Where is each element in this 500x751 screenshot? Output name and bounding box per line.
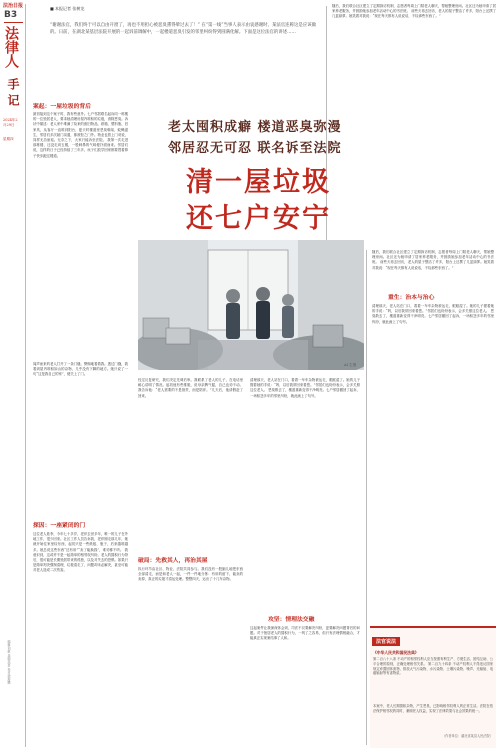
intro-paragraph: “谢谢法官，我们终于可以自由开窗了，再也不用担心被恶臭熏得晕过去了！” 在“第一线”当事人表示由衷感谢时，某法官连称这是应该做的。日前，在湖北某基层法院开展的一起诉前调解中，一起楼道恶臭引发的邻里纠纷得到圆满化解。下面是这位法官的讲述…… <box>50 23 316 35</box>
section-heading-tackle: 攻坚：情理法交融 <box>268 617 315 623</box>
editor-credit: 编辑/刘敏 美编/高岩 校对/郭海鹏 <box>7 640 11 684</box>
masthead-divider <box>25 4 26 747</box>
headline-kicker-2: 邻居忍无可忍 联名诉至法院 <box>168 141 342 156</box>
column-4-text-b: 清理那天，老人站在门口，看着一车车杂物被运走，眼眶湿了。她的儿子握着她的手说：“妈，以后我常回来看您。”邻居们也纷纷表示，会多关照这位老人。 恶臭散去了，楼道重新变得干净明亮。七户邻居撤回了起诉，一场积怨多年的邻里纠纷，就此画上了句号。 <box>372 304 494 324</box>
page-number: B3 <box>4 10 18 20</box>
column-1-text-a: 最初接到这个案子时，我有些意外。七户邻居联名起诉同一栋楼的一位独居老人，要求她清理房屋内堆积的垃圾，消除恶臭。诉状中描述：老人家中堆满了捡来的废旧物品，纸箱、塑料瓶、旧家具，从客厅一直堆到阳台，夏天时楼道里恶臭难闻，蚊蝇滋生，邻居们多次敲门沟通，都被拒之门外。物业也曾上门劝说，同样无功而返。无奈之下，大家只能诉至法院。 我第一次走进那栋楼，还没走到五楼，一股刺鼻的气味便扑面而来。邻居们说，这样的日子已经持续了三年多，孩子们放学回家都要捏着鼻子快步跑过楼道。 <box>33 112 128 158</box>
section-heading-rebirth: 重生：治本与治心 <box>388 295 435 301</box>
photo-credit: AI 生图 <box>344 363 357 367</box>
column-1-text-c: 这位老人姓李，今年七十多岁，老伴去世多年，唯一的儿子在外地工作，很少回来。社区工作人员告诉我，老伴刚走那几年，她就开始往家里捡东西，起初只是一些纸板、瓶子，后来越堆越多。她总说这些东西“还有用”“卖了能换钱”，谁劝都不听。 我意识到，这或许不是一起简单的相邻权纠纷。老人的囤积行为背后，很可能是长期独居带来的孤独，以及对失去的恐惧。如果只是简单判决强制清理，垃圾清走了，问题却未必解决，甚至可能对老人造成二次伤害。 <box>33 532 128 573</box>
headline-main-2: 还七户安宁 <box>186 203 331 234</box>
paper-name: 法治日报 <box>3 3 24 9</box>
section-title-2: 手 记 <box>6 78 20 107</box>
column-2-text-b: 执行环节由社区、物业、法院共同参与。我们没有一股脑儿地把东西全部清走，而是和老人一起，一件一件地分拣：有用的留下，能卖的卖掉，真正的垃圾才清运处理。整整四天，运出了十几车杂物。 <box>138 567 243 582</box>
issue-weekday: 星期四 <box>3 137 14 141</box>
headline-main-1: 清一屋垃圾 <box>186 167 331 198</box>
section-heading-cause: 探因：一座紧闭的门 <box>33 523 86 529</box>
headline-kicker-1: 老太囤积成癖 楼道恶臭弥漫 <box>168 120 342 135</box>
section-title-1: 法律人 <box>3 26 19 68</box>
column-4-text: 随后，我们联合社区建立了定期探访机制，志愿者每周上门陪老人聊天，帮她整理房间。社区还为她申请了居家养老服务，并鼓励她参加老年活动中心的书法班。 前些天再去回访，老人的屋子整洁了许多，阳台上还摆了几盆绿萝。她笑着对我说：“现在每天都有人说说话，不捡那些东西了。” <box>372 250 494 270</box>
section-heading-case: 案起：一屋垃圾的背后 <box>33 104 91 110</box>
sidebar-title: 法官说法 <box>372 637 400 646</box>
byline: ■ 本报记者 张树龙 <box>50 6 85 11</box>
sidebar-author: （作者单位：湖北省某县人民法院） <box>442 734 493 738</box>
section-heading-breakthrough: 破局：先救其人，再治其屋 <box>138 558 208 564</box>
law-sidebar <box>370 626 496 748</box>
illustration-drawing <box>138 240 364 370</box>
column-5-top-text: 随后，我们联合社区建立了定期探访机制，志愿者每周上门陪老人聊天，帮她整理房间。社区还为她申请了居家养老服务，并鼓励她参加老年活动中心的书法班。 前些天再去回访，老人的屋子整洁了许多，阳台上还摆了几盆绿萝。她笑着对我说：“现在每天都有人说说话，不捡那些东西了。” <box>332 4 496 19</box>
sidebar-law-title: 《中华人民共和国民法典》 <box>373 650 419 655</box>
column-3-text: 清理那天，老人站在门口，看着一车车杂物被运走，眼眶湿了。她的儿子握着她的手说：“妈，以后我常回来看您。”邻居们也纷纷表示，会多关照这位老人。 恶臭散去了，楼道重新变得干净明亮。七户邻居撤回了起诉，一场积怨多年的邻里纠纷，就此画上了句号。 <box>250 378 360 398</box>
sidebar-note: 本案中，老人长期囤积杂物，产生恶臭，已影响相邻权利人的正常生活。法院在依法保护相邻权的同时，兼顾老人权益，实现了法律效果与社会效果的统一。 <box>373 704 493 713</box>
column-3-text-b: 这起案件让我深深体会到，司法不仅要解决纠纷，更要解决问题背后的问题。对于独居老人的囤积行为，一判了之容易，但只有法理情相融合，才能真正实现案结事了人和。 <box>250 626 360 641</box>
column-2-text: 经过反复研究，我们决定先调后审。我联系了老人的儿子，在电话里耐心讲明了情况。起初他有些推脱，说母亲脾气倔，自己也劝不动。我告诉他：“老人需要的不是指责，而是陪伴。”几天后，他请假赶了回来。 <box>138 378 243 398</box>
sidebar-law-text: 第二百八十八条 不动产的相邻权利人应当按照有利生产、方便生活、团结互助、公平合理的原则，正确处理相邻关系。 第二百九十四条 不动产权利人不得违反国家规定弃置固体废物，排放大气污染物、水污染物、土壤污染物、噪声、光辐射、电磁辐射等有害物质。 <box>373 657 493 676</box>
masthead-rule <box>4 22 23 23</box>
right-column-divider <box>366 250 367 745</box>
issue-date: 2024年2月29日 <box>3 118 18 127</box>
column-1-text-b: 闻声而来的老人打开了一条门缝，警惕地看着我。透过门缝，我看到屋内堆积如山的杂物，几乎没有下脚的地方。她只说了一句“这是我自己的家”，便关上了门。 <box>33 362 128 377</box>
illustration <box>138 240 364 370</box>
